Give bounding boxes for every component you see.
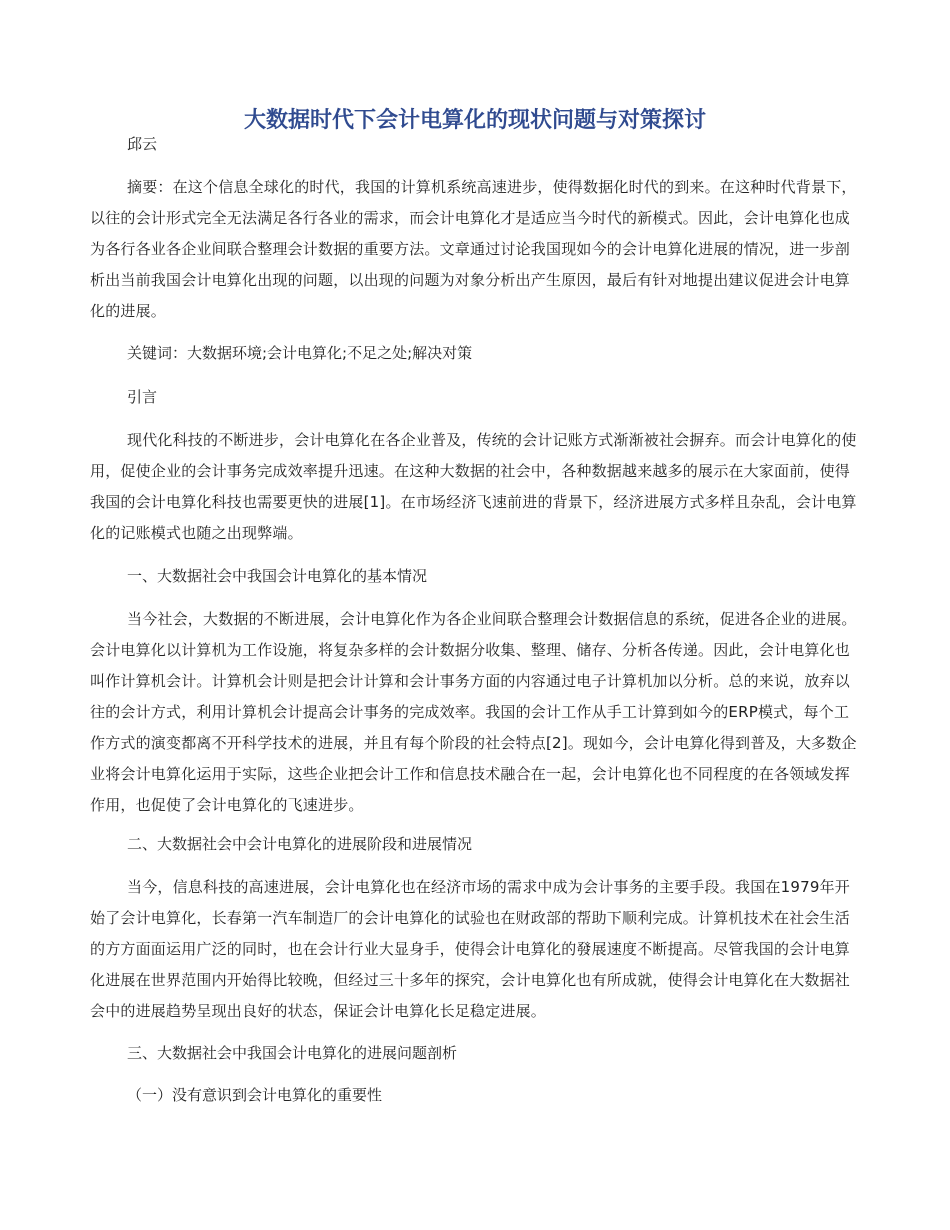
section-1-paragraph: 当今社会，大数据的不断进展，会计电算化作为各企业间联合整理会计数据信息的系统，促进各企业的进展。会计电算化以计算机为工作设施，将复杂多样的会计数据分收集、整理、储存、分析各传递。因此，会计电算化也叫作计算机会计。计算机会计则是把会计计算和会计事务方面的内容通过电子计算机加以分析。总的来说，放弃以往的会计方式，利用计算机会计提高会计事务的完成效率。我国的会计工作从手工计算到如今的ERP模式，每个工作方式的演变都离不开科学技术的进展，并且有每个阶段的社会特点[2]。现如今，会计电算化得到普及，大多数企业将会计电算化运用于实际，这些企业把会计工作和信息技术融合在一起，会计电算化也不同程度的在各领域发挥作用，也促使了会计电算化的飞速进步。 xyxy=(90,610,857,814)
subsection-1-heading: （一）没有意识到会计电算化的重要性 xyxy=(127,1086,383,1104)
section-1-heading: 一、大数据社会中我国会计电算化的基本情况 xyxy=(127,567,428,585)
author-name: 邱云 xyxy=(127,135,158,153)
paper-title: 大数据时代下会计电算化的现状问题与对策探讨 xyxy=(243,108,706,133)
intro-heading: 引言 xyxy=(127,388,158,406)
section-3-heading: 三、大数据社会中我国会计电算化的进展问题剖析 xyxy=(127,1044,458,1062)
keywords-line: 关键词：大数据环境;会计电算化;不足之处;解决对策 xyxy=(127,344,473,362)
section-2-heading: 二、大数据社会中会计电算化的进展阶段和进展情况 xyxy=(127,835,473,853)
abstract-paragraph: 摘要：在这个信息全球化的时代，我国的计算机系统高速进步，使得数据化时代的到来。在这种时代背景下，以往的会计形式完全无法满足各行各业的需求，而会计电算化才是适应当今时代的新模式。因此，会计电算化也成为各行各业各企业间联合整理会计数据的重要方法。文章通过讨论我国现如今的会计电算化进展的情况，进一步剖析出当前我国会计电算化出现的问题，以出现的问题为对象分析出产生原因，最后有针对地提出建议促进会计电算化的进展。 xyxy=(90,178,857,320)
section-2-paragraph: 当今，信息科技的高速进展，会计电算化也在经济市场的需求中成为会计事务的主要手段。我国在1979年开始了会计电算化，长春第一汽车制造厂的会计电算化的试验也在财政部的帮助下顺利完成。计算机技术在社会生活的方方面面运用广泛的同时，也在会计行业大显身手，使得会计电算化的發展速度不断提高。尽管我国的会计电算化进展在世界范围内开始得比较晚，但经过三十多年的探究，会计电算化也有所成就，使得会计电算化在大数据社会中的进展趋势呈现出良好的状态，保证会计电算化长足稳定进展。 xyxy=(90,878,851,1020)
intro-paragraph: 现代化科技的不断进步，会计电算化在各企业普及，传统的会计记账方式渐渐被社会摒弃。而会计电算化的使用，促使企业的会计事务完成效率提升迅速。在这种大数据的社会中，各种数据越来越多的展示在大家面前，使得我国的会计电算化科技也需要更快的进展[1]。在市场经济飞速前进的背景下，经济进展方式多样且杂乱，会计电算化的记账模式也随之出现弊端。 xyxy=(90,431,857,542)
